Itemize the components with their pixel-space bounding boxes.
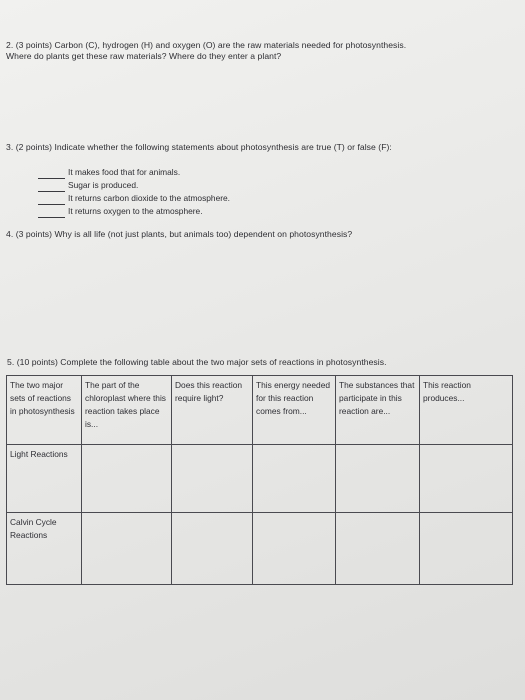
answer-cell[interactable] [420,513,513,585]
header-cell: The part of the chloroplast where this reaction takes place is... [82,376,172,445]
tf-statement: Sugar is produced. [68,180,139,190]
row-label: Light Reactions [7,445,82,513]
answer-blank[interactable] [38,208,65,218]
tf-item [38,192,230,205]
answer-cell[interactable] [82,513,172,585]
answer-cell[interactable] [82,445,172,513]
tf-item [38,166,230,179]
answer-cell[interactable] [172,513,253,585]
table-header-row [7,376,513,445]
question-2-line-2: Where do plants get these raw materials? Where do they enter a plant? [6,51,282,61]
header-cell: This reaction produces... [420,376,513,445]
question-2 [6,40,511,62]
table-row [7,513,513,585]
header-cell: Does this reaction require light? [172,376,253,445]
header-cell: The two major sets of reactions in photosynthesis [7,376,82,445]
answer-cell[interactable] [336,513,420,585]
table-row [7,445,513,513]
question-2-line-1: 2. (3 points) Carbon (C), hydrogen (H) and oxygen (O) are the raw materials needed for photosynthesis. [6,40,407,50]
row-label: Calvin Cycle Reactions [7,513,82,585]
answer-blank[interactable] [38,182,65,192]
answer-blank[interactable] [38,169,65,179]
answer-cell[interactable] [253,513,336,585]
reactions-table [6,375,513,585]
header-cell: This energy needed for this reaction comes from... [253,376,336,445]
answer-cell[interactable] [336,445,420,513]
header-cell: The substances that participate in this reaction are... [336,376,420,445]
tf-statement: It returns carbon dioxide to the atmosphere. [68,193,231,203]
tf-statement: It returns oxygen to the atmosphere. [68,206,203,216]
tf-statement: It makes food that for animals. [68,167,181,177]
question-3-prompt: 3. (2 points) Indicate whether the following statements about photosynthesis are true (T) or false (F): [6,142,392,152]
answer-blank[interactable] [38,195,65,205]
answer-cell[interactable] [172,445,253,513]
tf-item [38,205,230,218]
question-5-prompt: 5. (10 points) Complete the following table about the two major sets of reactions in photosynthesis. [7,357,387,367]
answer-cell[interactable] [253,445,336,513]
question-4-prompt: 4. (3 points) Why is all life (not just plants, but animals too) dependent on photosynthesis? [6,229,353,239]
true-false-list [38,166,230,218]
tf-item [38,179,230,192]
answer-cell[interactable] [420,445,513,513]
